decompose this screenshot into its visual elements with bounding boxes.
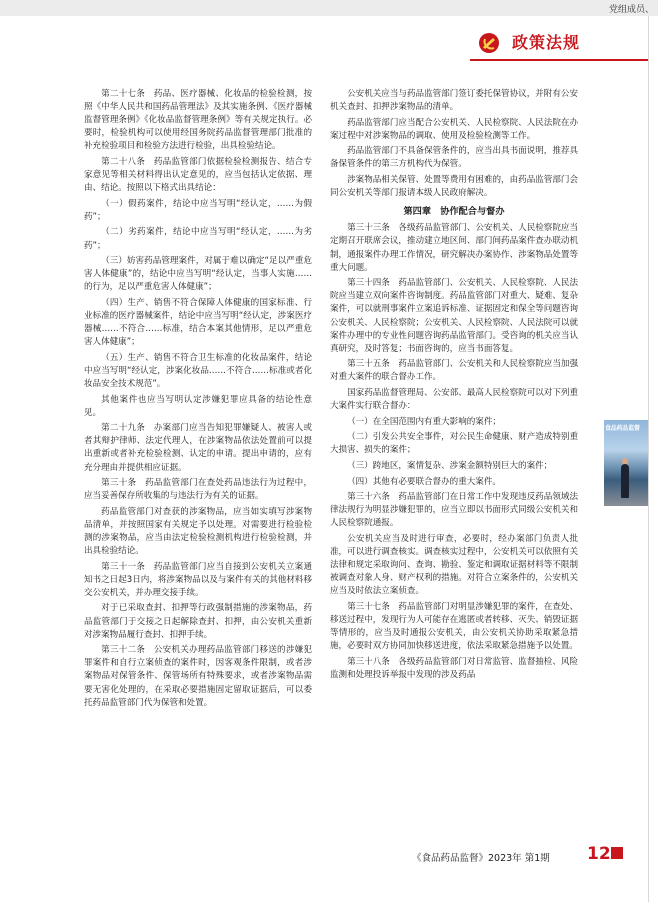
section-header xyxy=(476,28,648,54)
article-paragraph: 第三十二条 公安机关办理药品监管部门移送的涉嫌犯罪案件和自行立案侦查的案件时，因客观条件限制，或者涉案物品对保管条件、保管场所有特殊要求，或者涉案物品需要无害化处理的，在采取必要措施固定留取证据后，可以委托药品监管部门代为保管和处置。 xyxy=(84,645,312,708)
chapter-heading: 第四章 协作配合与督办 xyxy=(403,206,505,218)
article-paragraph: 第三十一条 药品监管部门应当自接到公安机关立案通知书之日起3日内，将涉案物品以及与案件有关的其他材料移交公安机关，并办理交接手续。 xyxy=(84,561,312,598)
article-paragraph: （四）其他有必要联合督办的重大案件。 xyxy=(347,476,501,487)
header-rule xyxy=(470,59,648,61)
section-title: 政策法规 xyxy=(512,33,581,52)
article-paragraph: 第二十八条 药品监管部门依据检验检测报告、结合专家意见等相关材料得出认定意见的，应当包括认定依据、理由、结论。按照以下格式出具结论： xyxy=(84,156,312,194)
photo-caption: 食品药品监督 xyxy=(605,425,640,432)
article-paragraph: 第二十七条 药品、医疗器械、化妆品的检验检测，按照《中华人民共和国药品管理法》及其实施条例、《医疗器械监督管理条例》《化妆品监督管理条例》等有关规定执行。必要时，检验机构可以使用经国务院药品监督管理部门批准的补充检验项目和检验方法进行检验，出具检验结论。 xyxy=(84,89,312,152)
article-paragraph: 对于已采取查封、扣押等行政强制措施的涉案物品，药品监管部门于交接之日起解除查封、扣押，由公安机关重新对涉案物品履行查封、扣押手续。 xyxy=(84,603,312,640)
article-paragraph: 国家药品监督管理局、公安部、最高人民检察院可以对下列重大案件实行联合督办： xyxy=(330,387,578,412)
article-paragraph: 涉案物品相关保管、处置等费用有困难的，由药品监管部门会同公安机关等部门报请本级人民政府解决。 xyxy=(330,175,578,199)
article-paragraph: （四）生产、销售不符合保障人体健康的国家标准、行业标准的医疗器械案件，结论中应当写明“经认定，涉案医疗器械……不符合……标准，结合本案其他情形，足以严重危害人体健康”； xyxy=(84,297,312,348)
article-paragraph: 其他案件也应当写明认定涉嫌犯罪应具备的结论性意见。 xyxy=(84,394,312,418)
side-photo xyxy=(604,420,648,506)
article-paragraph: （三）跨地区，案情复杂、涉案金额特别巨大的案件； xyxy=(347,460,553,471)
article-paragraph: （一）假药案件，结论中应当写明“经认定，……为假药”； xyxy=(84,198,312,222)
article-paragraph: 药品监管部门对查获的涉案物品，应当如实填写涉案物品清单，并按照国家有关规定予以处理。对需要进行检验检测的涉案物品，应当由法定检验检测机构进行检验检测，并出具检验结论。 xyxy=(84,506,312,557)
right-text-column xyxy=(330,88,578,684)
left-text-column xyxy=(84,88,312,712)
article-paragraph: 第三十八条 各级药品监管部门对日常监管、监督抽检、风险监测和处理投诉举报中发现的涉及药品 xyxy=(330,656,578,680)
page-footer xyxy=(412,844,611,864)
article-paragraph: （二）劣药案件，结论中应当写明“经认定，……为劣药”； xyxy=(84,227,312,251)
article-paragraph: 第三十四条 药品监管部门、公安机关、人民检察院、人民法院应当建立双向案件咨询制度。药品监管部门对重大、疑难、复杂案件，可以就刑事案件立案追诉标准、证据固定和保全等问题咨询公安机关、人民检察院；公安机关、人民检察院、人民法院可以就案件办理中的专业性问题咨询药品监管部门。受咨询的机关应当认真研究，及时答复；书面咨询的，应当书面答复。 xyxy=(330,278,578,354)
article-paragraph: （二）引发公共安全事件，对公民生命健康、财产造成特别重大损害、损失的案件； xyxy=(330,432,578,456)
viewer-top-bar xyxy=(0,0,658,16)
article-paragraph: 药品监管部门不具备保管条件的，应当出具书面说明，推荐具备保管条件的第三方机构代为保管。 xyxy=(330,146,578,170)
article-paragraph: 药品监管部门应当配合公安机关、人民检察院、人民法院在办案过程中对涉案物品的调取、使用及检验检测等工作。 xyxy=(330,117,578,141)
page-number-marker xyxy=(611,847,623,859)
photo-person xyxy=(621,464,629,498)
viewer-breadcrumb[interactable]: 党组成员、 xyxy=(608,5,654,15)
article-paragraph: 第二十九条 办案部门应当告知犯罪嫌疑人、被害人或者其辩护律师、法定代理人，在涉案物品依法处置前可以提出重新或者补充检验检测、认定的申请。提出申请的，应有充分理由并提供相应证据。 xyxy=(84,423,312,473)
article-paragraph: 第三十五条 药品监管部门、公安机关和人民检察院应当加强对重大案件的联合督办工作。 xyxy=(330,359,578,383)
article-paragraph: 公安机关应当与药品监管部门签订委托保管协议，并附有公安机关查封、扣押涉案物品的清单。 xyxy=(330,89,578,113)
article-paragraph: 第三十七条 药品监管部门对明显涉嫌犯罪的案件，在查处、移送过程中，发现行为人可能存在逃匿或者转移、灭失、销毁证据等情形的，应当及时通报公安机关，由公安机关协助采取紧急措施，必要时双方协同加快移送进度，依法采取紧急措施予以处置。 xyxy=(330,601,578,652)
article-paragraph: 第三十六条 药品监管部门在日常工作中发现违反药品领域法律法规行为明显涉嫌犯罪的，应当立即以书面形式同级公安机关和人民检察院通报。 xyxy=(330,492,578,529)
article-paragraph: 第三十三条 各级药品监管部门、公安机关、人民检察院应当定期召开联席会议，推动建立地区间、部门间药品案件查办联动机制，通报案件办理工作情况，研究解决办案协作、涉案物品处置等重大问题。 xyxy=(330,223,578,273)
magazine-issue: 《食品药品监督》2023年 第1期 xyxy=(412,853,550,864)
article-paragraph: （三）妨害药品管理案件，对属于难以确定“足以严重危害人体健康”的，结论中应当写明“经认定，当事人实施……的行为，足以严重危害人体健康”； xyxy=(84,256,312,293)
article-paragraph: （一）在全国范围内有重大影响的案件； xyxy=(347,416,501,427)
page-number: 12 xyxy=(587,844,611,864)
article-paragraph: （五）生产、销售不符合卫生标准的化妆品案件，结论中应当写明“经认定，涉案化妆品……不符合……标准或者化妆品安全技术规范”。 xyxy=(84,352,312,389)
article-paragraph: 公安机关应当及时进行审查，必要时，经办案部门负责人批准，可以进行调查核实。调查核实过程中，公安机关可以依照有关法律和规定采取询问、查询、勘验、鉴定和调取证据材料等不限制被调查对象人身、财产权利的措施。对符合立案条件的，公安机关应当及时依法立案侦查。 xyxy=(330,533,578,597)
article-paragraph: 第三十条 药品监管部门在查处药品违法行为过程中，应当妥善保存所收集的与违法行为有关的证据。 xyxy=(84,478,312,502)
party-emblem-icon xyxy=(476,32,502,54)
